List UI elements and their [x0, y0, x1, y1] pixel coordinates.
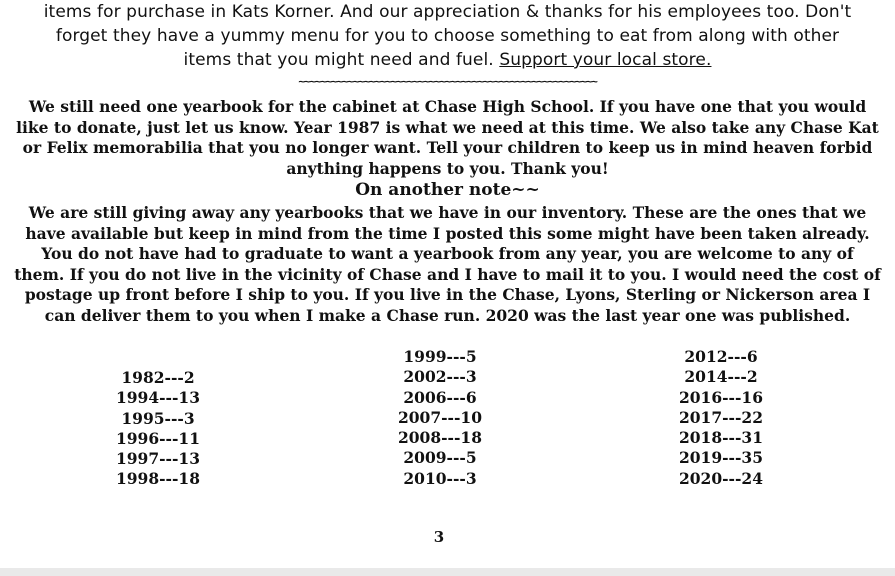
- yearbook-entry: 2018---31: [678, 428, 763, 448]
- yearbook-entry: 1996---11: [115, 428, 200, 448]
- yearbook-column-1: [98, 368, 218, 490]
- yearbook-entry: 1997---13: [115, 449, 200, 469]
- yearbook-entry: 2014---2: [684, 367, 758, 387]
- yearbook-entry: 2017---22: [678, 407, 763, 427]
- para1-line-1: We still need one yearbook for the cabinet at Chase High School. If you have one that you would: [28, 97, 867, 116]
- tilde-separator: ~~~~~~~~~~~~~~~~~~~~~~~~~~~~~~~~~~~~~~~~~~~~~~~~~~~~~~~: [298, 75, 597, 88]
- para1-line-4: anything happens to you. Thank you!: [286, 158, 609, 178]
- support-local-store-text: Support your local store.: [499, 50, 712, 70]
- para2-line-1: We are still giving away any yearbooks that we have in our inventory. These are the ones that we: [28, 203, 867, 222]
- para1-line-2: like to donate, just let us know. Year 1987 is what we need at this time. We also take any Chase Kat: [16, 117, 879, 137]
- yearbook-entry: 1995---3: [121, 408, 195, 428]
- yearbook-entry: 1998---18: [115, 469, 200, 489]
- intro-line-3-text: items that you might need and fuel.: [183, 50, 500, 70]
- yearbook-entry: 2008---18: [397, 428, 482, 448]
- yearbook-entry: 1994---13: [115, 388, 200, 408]
- yearbook-entry: 2007---10: [397, 407, 482, 427]
- page-number: 3: [433, 528, 445, 546]
- yearbook-entry: 2009---5: [403, 448, 477, 468]
- para2-line-4: them. If you do not live in the vicinity of Chase and I have to mail it to you. I would need the cost of: [14, 264, 881, 284]
- intro-line-2: forget they have a yummy menu for you to choose something to eat from along with other: [55, 26, 840, 46]
- yearbook-column-3: [661, 347, 781, 489]
- yearbook-entry: 1982---2: [121, 368, 195, 387]
- para2-line-5: postage up front before I ship to you. If you live in the Chase, Lyons, Sterling or Nickerson area I: [24, 285, 871, 304]
- yearbook-entry: 2002---3: [403, 367, 477, 387]
- para2-line-3: You do not have had to graduate to want a yearbook from any year, you are welcome to any of: [41, 244, 854, 263]
- yearbook-entry: 2012---6: [684, 347, 758, 366]
- yearbook-entry: 2020---24: [678, 468, 763, 488]
- yearbook-entry: 2006---6: [403, 387, 477, 407]
- yearbook-column-2: [380, 347, 500, 489]
- para2-line-2: have available but keep in mind from the time I posted this some might have been taken already.: [25, 223, 870, 243]
- yearbook-entry: 2016---16: [678, 387, 763, 407]
- intro-line-1: items for purchase in Kats Korner. And our appreciation & thanks for his employees too. Don't: [43, 2, 852, 22]
- section-heading: On another note~~: [355, 180, 540, 200]
- intro-line-3: [0, 50, 895, 71]
- yearbook-entry: 2010---3: [403, 468, 477, 488]
- para1-line-3: or Felix memorabilia that you no longer want. Tell your children to keep us in mind heaven forbid: [22, 138, 873, 157]
- yearbook-entry: 1999---5: [403, 347, 477, 366]
- page-bottom-edge: [0, 568, 895, 576]
- para2-line-6: can deliver them to you when I make a Chase run. 2020 was the last year one was published.: [44, 305, 851, 325]
- yearbook-entry: 2019---35: [678, 448, 763, 468]
